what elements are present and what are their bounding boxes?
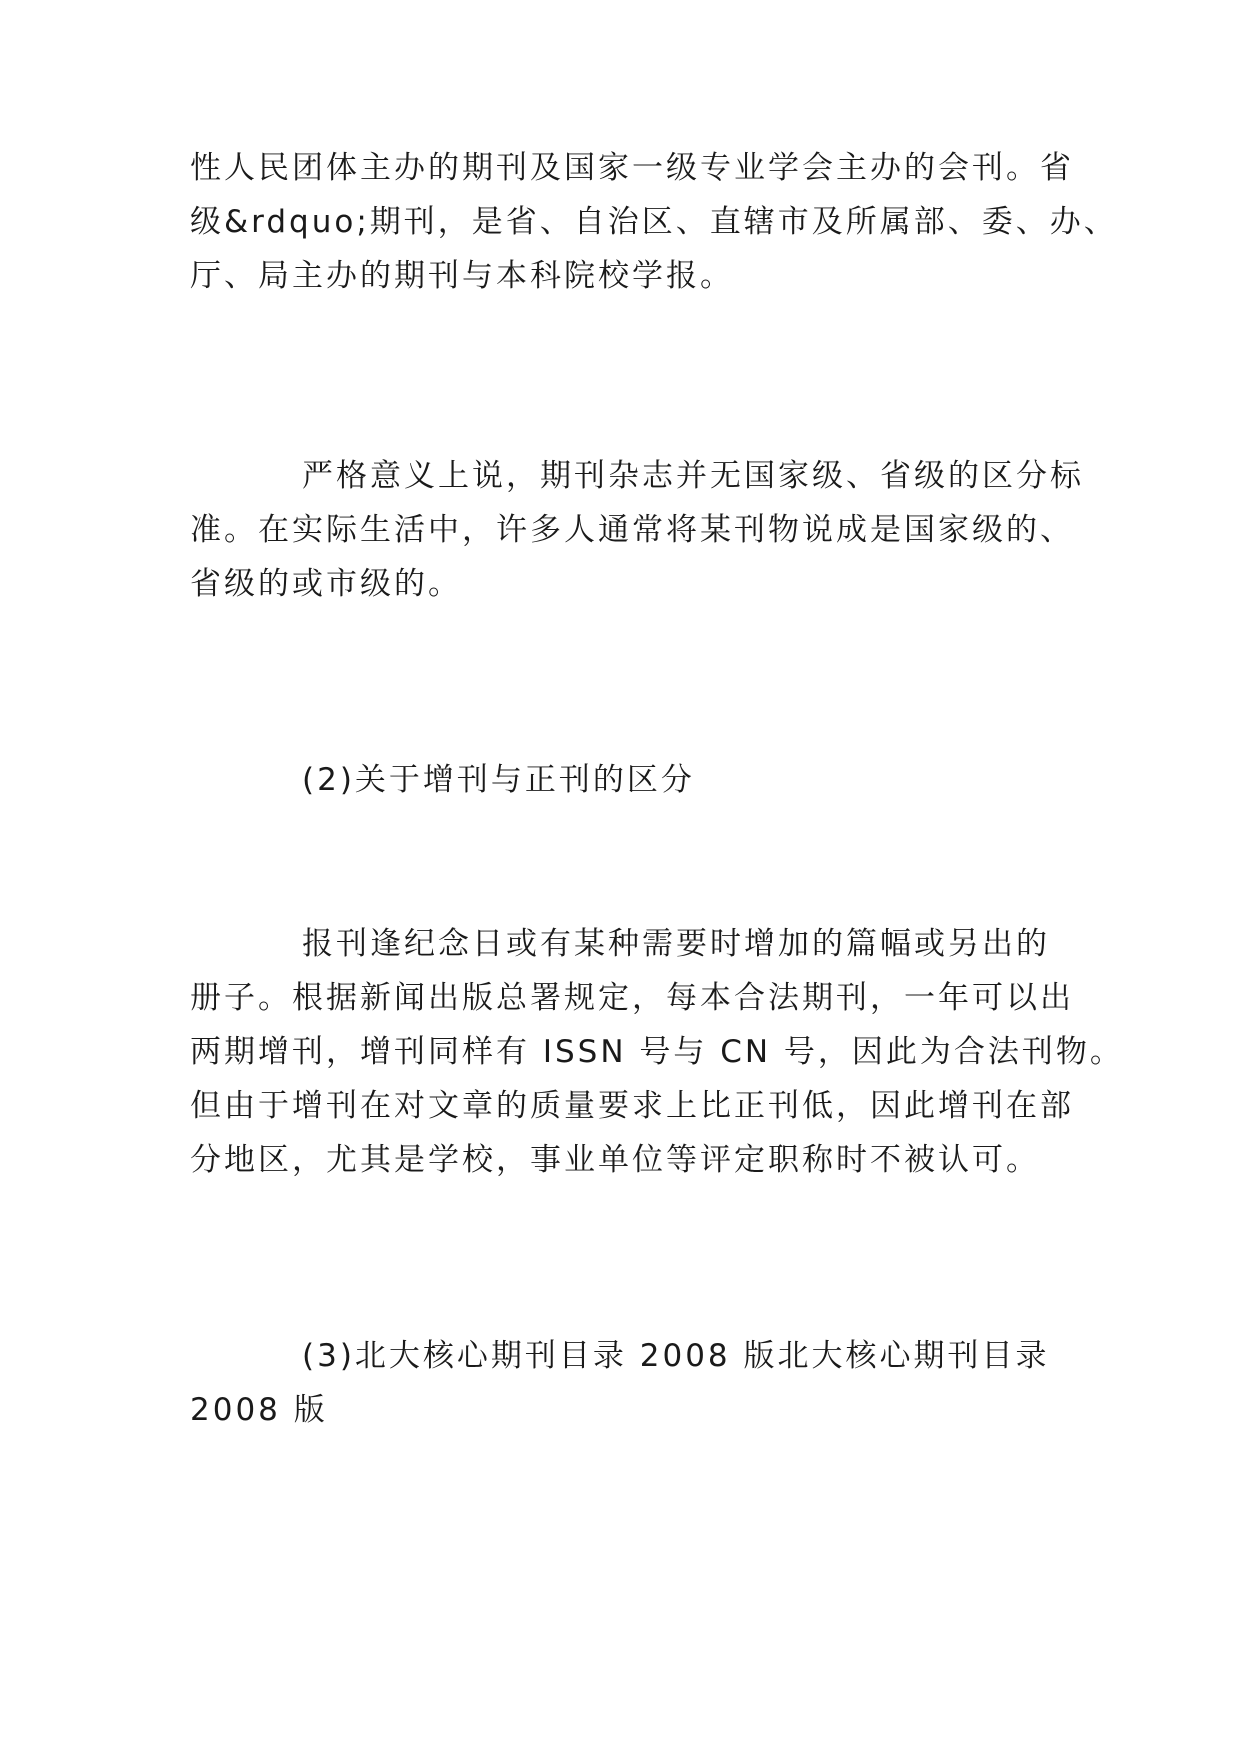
paragraph-4-line-5: 分地区，尤其是学校，事业单位等评定职称时不被认可。 [190,1142,1040,1178]
paragraph-4-line-3: 两期增刊，增刊同样有 ISSN 号与 CN 号，因此为合法刊物。 [190,1034,1124,1070]
paragraph-4-line-2: 册子。根据新闻出版总署规定，每本合法期刊，一年可以出 [190,980,1074,1016]
paragraph-2-line-1: 严格意义上说，期刊杂志并无国家级、省级的区分标 [302,458,1084,494]
paragraph-4-line-1: 报刊逢纪念日或有某种需要时增加的篇幅或另出的 [302,926,1050,962]
paragraph-1-line-2: 级&rdquo;期刊，是省、自治区、直辖市及所属部、委、办、 [190,204,1118,240]
section-heading-3-line-1: (3)北大核心期刊目录 2008 版北大核心期刊目录 [302,1338,1050,1374]
section-heading-2: (2)关于增刊与正刊的区分 [302,762,695,798]
paragraph-2-line-2: 准。在实际生活中，许多人通常将某刊物说成是国家级的、 [190,512,1074,548]
section-heading-3-line-2: 2008 版 [190,1392,328,1428]
paragraph-1-line-1: 性人民团体主办的期刊及国家一级专业学会主办的会刊。省 [190,150,1074,186]
paragraph-2-line-3: 省级的或市级的。 [190,566,462,602]
paragraph-4-line-4: 但由于增刊在对文章的质量要求上比正刊低，因此增刊在部 [190,1088,1074,1124]
paragraph-1-line-3: 厅、局主办的期刊与本科院校学报。 [190,258,734,294]
